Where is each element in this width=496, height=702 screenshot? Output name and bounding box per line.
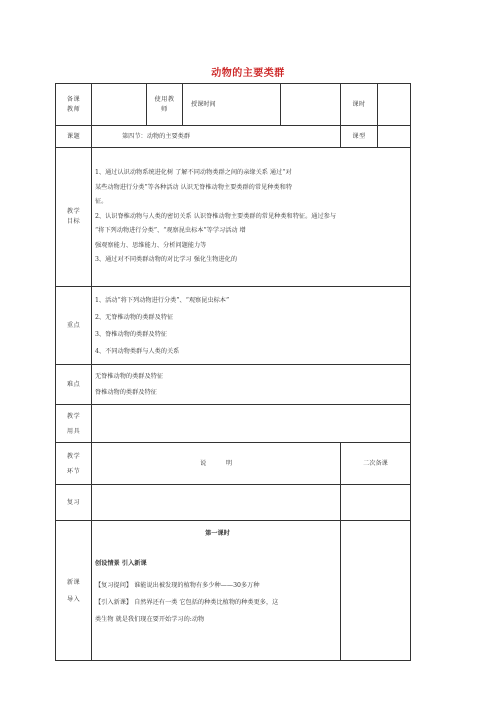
lesson-plan-table [55,83,411,661]
user-teacher-value[interactable] [183,84,281,126]
tools-row [56,405,411,443]
goal-line: 某些动物进行分类”等各种活动 认识无脊椎动物主要类群的常见种类和特 [95,183,292,191]
user-teacher-label: 使用教 师 [147,84,183,126]
prep-teacher-value[interactable] [92,84,147,126]
tools-value[interactable] [92,405,411,443]
stages-label: 教学 环节 [56,443,92,485]
goals-row [56,148,411,287]
goals-label: 教学 目标 [56,148,92,287]
goal-line: 1、通过认识动物系统进化树 了解不同动物类群之间的亲缘关系 通过“对 [95,169,292,177]
tools-label: 教学 用具 [56,405,92,443]
key-points-row [56,287,411,365]
difficult-points-label: 难点 [56,365,92,405]
key-point-line: 3、脊椎动物的类群及特征 [95,330,167,338]
difficult-point-line: 脊椎动物的类群及特征 [95,388,157,396]
review-value[interactable] [92,485,341,521]
type-value[interactable] [378,126,410,147]
goal-line: 3、通过对不同类群动物的对比学习 强化生物进化的 [95,256,238,264]
prep-teacher-label: 备课 教师 [56,84,92,126]
key-point-line: 1、活动“将下列动物进行分类”、“观察昆虫标本” [95,296,230,304]
goal-line: 征。 [95,198,108,206]
topic-label: 课题 [56,126,92,148]
difficult-point-line: 无脊椎动物的类群及特征 [95,372,164,380]
explain-column-header: 说 明 [92,443,341,485]
intro-row [56,521,411,661]
review-row [56,485,411,521]
review-second-prep[interactable] [341,485,411,521]
stages-row [56,443,411,485]
intro-label: 新课 导入 [56,521,92,661]
lesson-time-label: 授课时间 [191,100,216,108]
review-label: 复习 [56,485,92,521]
key-point-line: 2、无脊椎动物的类群及特征 [95,313,174,321]
goal-line: “将下列动物进行分类”、“观察昆虫标本”等学习活动 增 [95,227,246,235]
topic-value: 第四节：动物的主要类群 [92,126,341,148]
intro-line: 【引入新课】 自然界还有一类 它包括的种类比植物的种类更多，这 [95,599,279,606]
intro-content [92,521,341,661]
period-cell [341,84,411,126]
goal-line: 强观察能力、思维能力、分析问题能力等 [95,241,207,249]
type-label: 课型 [341,126,378,147]
key-points-label: 重点 [56,287,92,365]
period-value[interactable] [378,84,410,125]
difficult-points-text [92,365,411,405]
topic-row [56,126,411,148]
difficult-points-row [56,365,411,405]
intro-line: 【复习提问】 谁能说出被发现的植物有多少种——30多万种 [95,582,260,589]
section-title: 第一课时 [205,530,230,537]
header-row [56,84,411,126]
intro-subheading: 创设情景 引入新课 [95,560,147,567]
key-points-text [92,287,411,365]
intro-second-prep[interactable] [341,521,411,661]
goals-text [92,148,411,287]
key-point-line: 4、不同动物类群与人类的关系 [95,347,180,355]
type-cell [341,126,411,148]
intro-line: 类生物 就是我们现在要开始学习的:动物 [95,616,205,623]
second-prep-column-header: 二次备课 [341,443,411,485]
period-label: 课时 [341,84,378,125]
document-title: 动物的主要类群 [211,68,285,79]
goal-line: 2、认识脊椎动物与人类的密切关系 认识脊椎动物主要类群的常见种类和特征。通过参与 [95,212,337,220]
lesson-time-value[interactable] [281,84,341,126]
